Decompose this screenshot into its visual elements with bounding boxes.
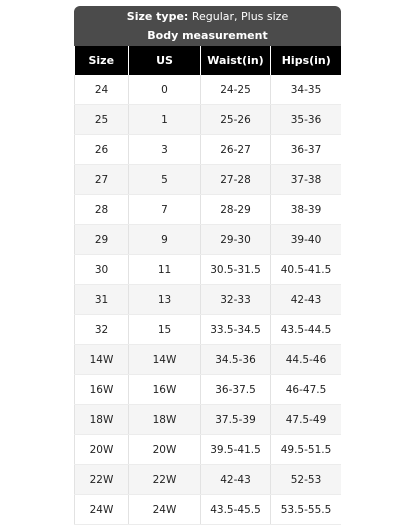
cell-size: 32 [75,315,129,345]
cell-size: 30 [75,255,129,285]
table-row [75,375,342,405]
size-type-label: Size type: [126,10,189,23]
cell-size: 18W [75,405,129,435]
cell-us: 5 [129,165,201,195]
column-header-size: Size [75,46,129,75]
table-row [75,75,342,105]
cell-hips: 34-35 [271,75,342,105]
cell-size: 16W [75,375,129,405]
table-row [75,405,342,435]
cell-hips: 47.5-49 [271,405,342,435]
cell-hips: 46-47.5 [271,375,342,405]
cell-us: 0 [129,75,201,105]
cell-waist: 33.5-34.5 [201,315,271,345]
cell-waist: 34.5-36 [201,345,271,375]
cell-us: 3 [129,135,201,165]
cell-size: 24W [75,495,129,525]
table-row [75,195,342,225]
table-row [75,255,342,285]
cell-us: 16W [129,375,201,405]
cell-waist: 28-29 [201,195,271,225]
table-row [75,285,342,315]
cell-us: 18W [129,405,201,435]
cell-waist: 32-33 [201,285,271,315]
cell-size: 28 [75,195,129,225]
cell-us: 20W [129,435,201,465]
cell-hips: 44.5-46 [271,345,342,375]
cell-us: 14W [129,345,201,375]
cell-hips: 39-40 [271,225,342,255]
cell-us: 11 [129,255,201,285]
table-row [75,345,342,375]
table-row [75,435,342,465]
cell-waist: 25-26 [201,105,271,135]
cell-waist: 30.5-31.5 [201,255,271,285]
column-header-us: US [129,46,201,75]
table-body [75,75,342,525]
cell-us: 9 [129,225,201,255]
table-row [75,135,342,165]
cell-waist: 24-25 [201,75,271,105]
chart-header [74,6,341,46]
table-row [75,465,342,495]
size-type-line [74,6,341,26]
cell-size: 29 [75,225,129,255]
cell-waist: 43.5-45.5 [201,495,271,525]
cell-us: 22W [129,465,201,495]
cell-us: 24W [129,495,201,525]
cell-size: 27 [75,165,129,195]
cell-size: 24 [75,75,129,105]
table-row [75,225,342,255]
cell-hips: 36-37 [271,135,342,165]
size-type-value: Regular, Plus size [191,10,289,23]
cell-hips: 43.5-44.5 [271,315,342,345]
cell-waist: 42-43 [201,465,271,495]
size-chart [74,6,341,525]
cell-size: 25 [75,105,129,135]
cell-hips: 53.5-55.5 [271,495,342,525]
cell-hips: 52-53 [271,465,342,495]
cell-waist: 29-30 [201,225,271,255]
size-table [74,46,341,525]
cell-size: 26 [75,135,129,165]
cell-waist: 37.5-39 [201,405,271,435]
cell-waist: 26-27 [201,135,271,165]
cell-size: 22W [75,465,129,495]
cell-us: 1 [129,105,201,135]
chart-subtitle: Body measurement [147,29,268,42]
cell-size: 20W [75,435,129,465]
table-row [75,315,342,345]
table-header-row [75,46,342,75]
column-header-waist: Waist(in) [201,46,271,75]
cell-us: 7 [129,195,201,225]
cell-hips: 40.5-41.5 [271,255,342,285]
table-row [75,105,342,135]
cell-waist: 27-28 [201,165,271,195]
cell-hips: 49.5-51.5 [271,435,342,465]
cell-us: 13 [129,285,201,315]
cell-size: 14W [75,345,129,375]
cell-size: 31 [75,285,129,315]
cell-hips: 37-38 [271,165,342,195]
column-header-hips: Hips(in) [271,46,342,75]
cell-hips: 38-39 [271,195,342,225]
cell-hips: 35-36 [271,105,342,135]
cell-waist: 39.5-41.5 [201,435,271,465]
cell-hips: 42-43 [271,285,342,315]
cell-waist: 36-37.5 [201,375,271,405]
table-row [75,495,342,525]
table-row [75,165,342,195]
cell-us: 15 [129,315,201,345]
